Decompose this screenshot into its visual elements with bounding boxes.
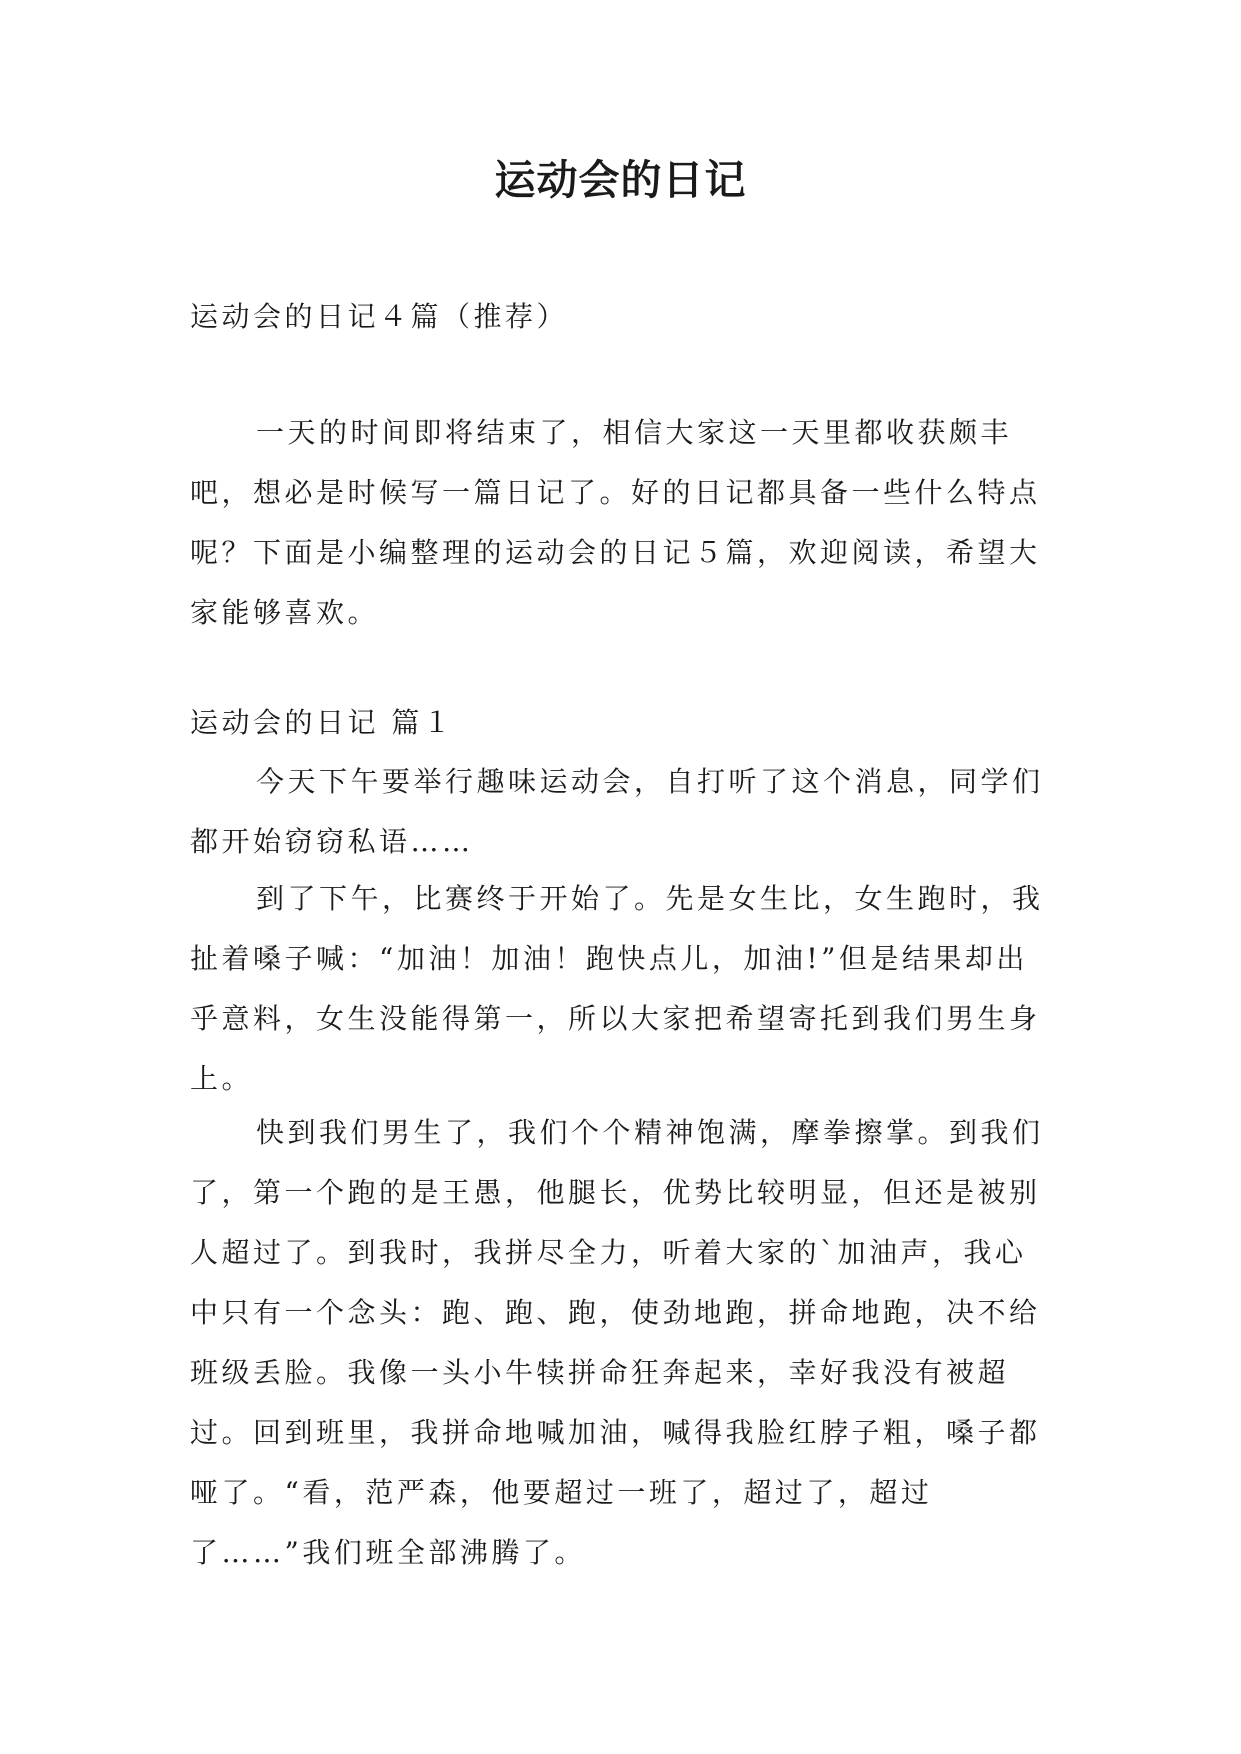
body-paragraph: 快到我们男生了，我们个个精神饱满，摩拳擦掌。到我们了，第一个跑的是王愚，他腿长，优势比较明显，但还是被别人超过了。到我时，我拼尽全力，听着大家的`加油声，我心中只有一个念头：跑、跑、跑，使劲地跑，拼命地跑，决不给班级丢脸。我像一头小牛犊拼命狂奔起来，幸好我没有被超过。回到班里，我拼命地喊加油，喊得我脸红脖子粗，嗓子都哑了。“看，范严森，他要超过一班了，超过了，超过了……”我们班全部沸腾了。 bbox=[190, 1116, 1044, 1569]
intro-paragraph: 一天的时间即将结束了，相信大家这一天里都收获颇丰吧，想必是时候写一篇日记了。好的日记都具备一些什么特点呢？下面是小编整理的运动会的日记５篇，欢迎阅读，希望大家能够喜欢。 bbox=[190, 416, 1041, 629]
document-title: 运动会的日记 bbox=[494, 156, 747, 204]
body-paragraph: 到了下午，比赛终于开始了。先是女生比，女生跑时，我扯着嗓子喊：“加油！加油！跑快点儿，加油!”但是结果却出乎意料，女生没能得第一，所以大家把希望寄托到我们男生身上。 bbox=[190, 882, 1044, 1095]
body-paragraph: 今天下午要举行趣味运动会，自打听了这个消息，同学们都开始窃窃私语…… bbox=[190, 765, 1044, 858]
document-subtitle: 运动会的日记４篇（推荐） bbox=[190, 300, 569, 333]
section-heading: 运动会的日记 篇１ bbox=[190, 706, 455, 739]
